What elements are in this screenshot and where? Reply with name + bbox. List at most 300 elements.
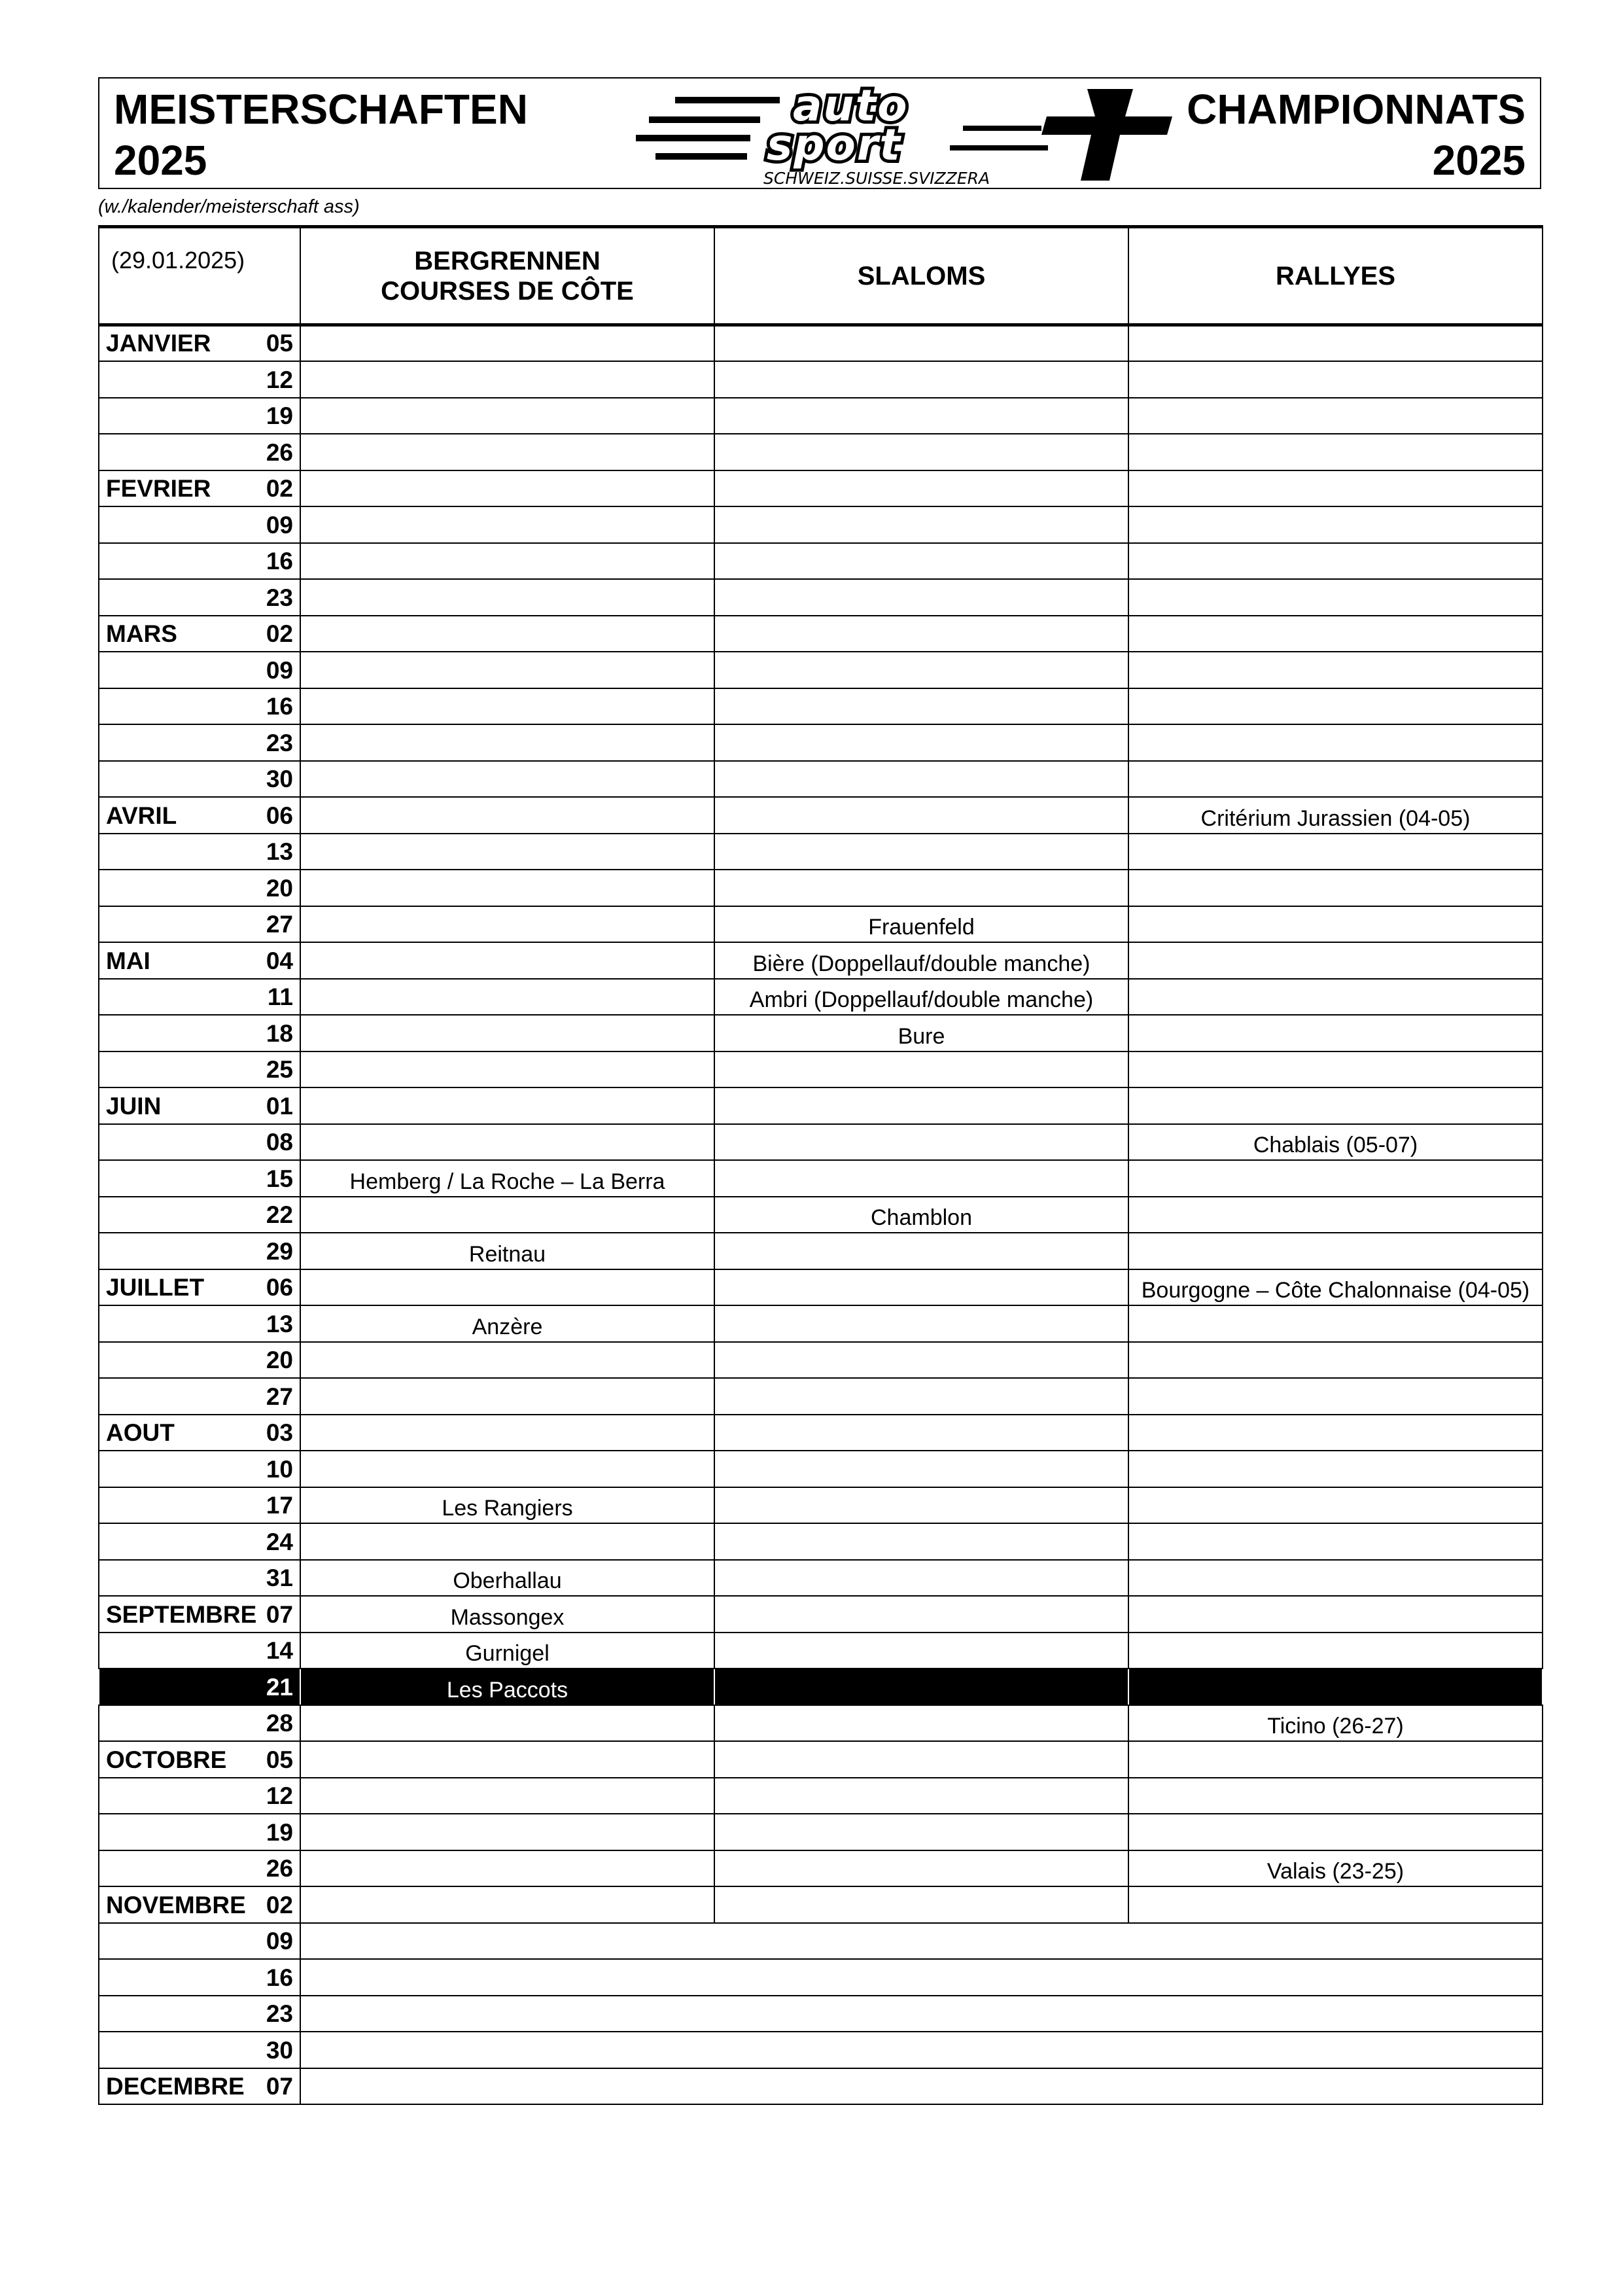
revision-date: (29.01.2025): [99, 227, 300, 325]
rally-event: [1128, 1523, 1543, 1560]
table-row: [99, 579, 1543, 616]
slalom-event: [714, 652, 1128, 688]
day-label: 13: [266, 1310, 293, 1337]
date-cell: [99, 1015, 300, 1051]
hillclimb-event: [300, 1415, 714, 1451]
day-label: 20: [266, 874, 293, 902]
slalom-event: [714, 1269, 1128, 1306]
date-cell: [99, 1705, 300, 1742]
table-row: [99, 1560, 1543, 1597]
rally-event: [1128, 1415, 1543, 1451]
column-header-hillclimb-de: BERGRENNEN: [414, 246, 601, 275]
date-cell: [99, 979, 300, 1016]
day-label: 16: [266, 1964, 293, 1991]
table-row: [99, 2032, 1543, 2068]
empty-merged-cell: [300, 2032, 1543, 2068]
day-label: 07: [266, 1600, 293, 1628]
hillclimb-event: [300, 1269, 714, 1306]
hillclimb-event: [300, 398, 714, 434]
date-cell: [99, 398, 300, 434]
rally-event: [1128, 361, 1543, 398]
hillclimb-event: [300, 797, 714, 834]
header-left-line2: 2025: [114, 137, 207, 184]
day-label: 09: [266, 656, 293, 684]
day-label: 01: [266, 1092, 293, 1120]
rally-event: Bourgogne – Côte Chalonnaise (04-05): [1128, 1269, 1543, 1306]
slalom-event: [714, 398, 1128, 434]
day-label: 02: [266, 475, 293, 502]
table-row: [99, 979, 1543, 1016]
rally-event: Chablais (05-07): [1128, 1124, 1543, 1161]
header-right-line1: CHAMPIONNATS: [1187, 86, 1526, 133]
date-cell: [99, 906, 300, 943]
header-left-title: [114, 84, 528, 186]
hillclimb-event: [300, 616, 714, 652]
date-cell: [99, 1959, 300, 1996]
date-cell: [99, 1669, 300, 1705]
date-cell: [99, 1051, 300, 1088]
month-label: JANVIER: [106, 330, 211, 357]
logo-word-auto: auto: [793, 82, 909, 131]
table-row: [99, 1633, 1543, 1669]
slalom-event: [714, 1305, 1128, 1342]
hillclimb-event: [300, 906, 714, 943]
day-label: 04: [266, 947, 293, 974]
day-label: 12: [266, 1782, 293, 1809]
table-row: [99, 1451, 1543, 1487]
slalom-event: [714, 1633, 1128, 1669]
date-cell: [99, 1633, 300, 1669]
month-label: MAI: [106, 947, 150, 974]
rally-event: [1128, 1342, 1543, 1379]
logo-tagline: SCHWEIZ.SUISSE.SVIZZERA: [763, 169, 990, 187]
header-left-line1: MEISTERSCHAFTEN: [114, 86, 528, 133]
header-right-title: [1187, 84, 1526, 186]
table-row: [99, 1814, 1543, 1850]
slalom-event: [714, 1051, 1128, 1088]
date-cell: [99, 870, 300, 906]
slalom-event: [714, 1378, 1128, 1415]
table-row: [99, 361, 1543, 398]
day-label: 15: [266, 1165, 293, 1192]
date-cell: [99, 1886, 300, 1923]
slalom-event: [714, 1814, 1128, 1850]
hillclimb-event: Reitnau: [300, 1233, 714, 1269]
table-row: [99, 1886, 1543, 1923]
empty-merged-cell: [300, 2068, 1543, 2105]
day-label: 20: [266, 1347, 293, 1373]
hillclimb-event: [300, 1124, 714, 1161]
slalom-event: [714, 1669, 1128, 1705]
rally-event: [1128, 724, 1543, 761]
day-label: 23: [266, 2000, 293, 2027]
hillclimb-event: [300, 652, 714, 688]
rally-event: [1128, 1487, 1543, 1524]
day-label: 19: [266, 1818, 293, 1846]
date-cell: [99, 797, 300, 834]
hillclimb-event: [300, 1523, 714, 1560]
rally-event: [1128, 434, 1543, 470]
rally-event: [1128, 543, 1543, 580]
table-row: [99, 1778, 1543, 1814]
day-label: 30: [266, 2036, 293, 2064]
day-label: 16: [266, 693, 293, 720]
day-label: 08: [266, 1129, 293, 1156]
table-row: [99, 761, 1543, 798]
table-row: [99, 1051, 1543, 1088]
empty-merged-cell: [300, 1923, 1543, 1960]
rally-event: Valais (23-25): [1128, 1850, 1543, 1887]
hillclimb-event: Oberhallau: [300, 1560, 714, 1597]
rally-event: [1128, 325, 1543, 362]
slalom-event: [714, 1233, 1128, 1269]
rally-event: [1128, 652, 1543, 688]
rally-event: [1128, 761, 1543, 798]
month-label: JUIN: [106, 1092, 162, 1120]
slalom-event: Bure: [714, 1015, 1128, 1051]
day-label: 19: [266, 402, 293, 429]
date-cell: [99, 579, 300, 616]
month-label: DECEMBRE: [106, 2073, 245, 2100]
table-row: [99, 1669, 1543, 1705]
slalom-event: [714, 1523, 1128, 1560]
rally-event: [1128, 979, 1543, 1016]
table-row: [99, 1596, 1543, 1633]
table-row: [99, 2068, 1543, 2105]
table-row: [99, 1342, 1543, 1379]
rally-event: [1128, 834, 1543, 870]
slalom-event: [714, 1451, 1128, 1487]
hillclimb-event: Gurnigel: [300, 1633, 714, 1669]
rally-event: [1128, 1051, 1543, 1088]
date-cell: [99, 1487, 300, 1524]
slalom-event: [714, 1596, 1128, 1633]
day-label: 18: [266, 1019, 293, 1047]
date-cell: [99, 616, 300, 652]
hillclimb-event: [300, 506, 714, 543]
date-cell: [99, 724, 300, 761]
logo-word-sport: sport: [767, 120, 901, 170]
date-cell: [99, 2068, 300, 2105]
day-label: 24: [266, 1528, 293, 1555]
day-label: 23: [266, 729, 293, 756]
slalom-event: [714, 579, 1128, 616]
slalom-event: [714, 325, 1128, 362]
day-label: 10: [266, 1455, 293, 1483]
table-row: [99, 1996, 1543, 2032]
slalom-event: [714, 761, 1128, 798]
table-row: [99, 616, 1543, 652]
hillclimb-event: [300, 434, 714, 470]
month-label: AOUT: [106, 1419, 175, 1446]
rally-event: [1128, 1305, 1543, 1342]
hillclimb-event: Les Rangiers: [300, 1487, 714, 1524]
column-header-hillclimb: [300, 227, 714, 325]
hillclimb-event: [300, 870, 714, 906]
month-label: JUILLET: [106, 1274, 205, 1301]
day-label: 26: [266, 1855, 293, 1882]
empty-merged-cell: [300, 1959, 1543, 1996]
table-row: [99, 1705, 1543, 1742]
slalom-event: [714, 470, 1128, 507]
rally-event: [1128, 688, 1543, 725]
hillclimb-event: Massongex: [300, 1596, 714, 1633]
hillclimb-event: Anzère: [300, 1305, 714, 1342]
table-row: [99, 1305, 1543, 1342]
table-row: [99, 906, 1543, 943]
day-label: 13: [266, 838, 293, 865]
date-cell: [99, 1523, 300, 1560]
table-row: [99, 834, 1543, 870]
hillclimb-event: [300, 1015, 714, 1051]
rally-event: [1128, 1560, 1543, 1597]
date-cell: [99, 470, 300, 507]
hillclimb-event: [300, 942, 714, 979]
day-label: 16: [266, 548, 293, 574]
day-label: 09: [266, 511, 293, 539]
auto-sport-logo: [636, 82, 1198, 187]
column-header-slaloms: SLALOMS: [714, 227, 1128, 325]
day-label: 06: [266, 1274, 293, 1301]
date-cell: [99, 834, 300, 870]
rally-event: [1128, 1451, 1543, 1487]
table-row: [99, 543, 1543, 580]
table-row: [99, 1233, 1543, 1269]
table-row: [99, 1850, 1543, 1887]
table-row: [99, 506, 1543, 543]
rally-event: [1128, 1669, 1543, 1705]
hillclimb-event: [300, 724, 714, 761]
rally-event: [1128, 579, 1543, 616]
slalom-event: [714, 506, 1128, 543]
hillclimb-event: [300, 1342, 714, 1379]
hillclimb-event: [300, 1378, 714, 1415]
hillclimb-event: [300, 543, 714, 580]
slalom-event: [714, 616, 1128, 652]
date-cell: [99, 2032, 300, 2068]
rally-event: [1128, 1233, 1543, 1269]
rally-event: [1128, 1197, 1543, 1233]
hillclimb-event: [300, 1705, 714, 1742]
hillclimb-event: Les Paccots: [300, 1669, 714, 1705]
table-row: [99, 325, 1543, 362]
table-row: [99, 1378, 1543, 1415]
date-cell: [99, 652, 300, 688]
table-row: [99, 1523, 1543, 1560]
table-row: [99, 797, 1543, 834]
day-label: 11: [267, 983, 293, 1010]
date-cell: [99, 1814, 300, 1850]
day-label: 27: [266, 1383, 293, 1410]
hillclimb-event: [300, 1886, 714, 1923]
slalom-event: [714, 434, 1128, 470]
day-label: 30: [266, 766, 293, 792]
rally-event: [1128, 942, 1543, 979]
rally-event: [1128, 506, 1543, 543]
date-cell: [99, 1233, 300, 1269]
date-cell: [99, 1741, 300, 1778]
hillclimb-event: [300, 1814, 714, 1850]
hillclimb-event: [300, 979, 714, 1016]
hillclimb-event: Hemberg / La Roche – La Berra: [300, 1160, 714, 1197]
day-label: 02: [266, 1891, 293, 1918]
table-row: [99, 1124, 1543, 1161]
hillclimb-event: [300, 1051, 714, 1088]
day-label: 28: [266, 1710, 293, 1737]
table-row: [99, 1923, 1543, 1960]
table-row: [99, 1741, 1543, 1778]
hillclimb-event: [300, 1451, 714, 1487]
date-cell: [99, 942, 300, 979]
table-row: [99, 398, 1543, 434]
date-cell: [99, 1269, 300, 1306]
date-cell: [99, 1087, 300, 1124]
slalom-event: [714, 1415, 1128, 1451]
rally-event: [1128, 870, 1543, 906]
date-cell: [99, 1378, 300, 1415]
empty-merged-cell: [300, 1996, 1543, 2032]
slalom-event: [714, 1160, 1128, 1197]
table-row: [99, 942, 1543, 979]
rally-event: Ticino (26-27): [1128, 1705, 1543, 1742]
rally-event: [1128, 1778, 1543, 1814]
rally-event: [1128, 1596, 1543, 1633]
day-label: 12: [266, 366, 293, 393]
table-row: [99, 434, 1543, 470]
slalom-event: [714, 1850, 1128, 1887]
month-label: AVRIL: [106, 802, 177, 829]
table-row: [99, 652, 1543, 688]
rally-event: [1128, 1378, 1543, 1415]
day-label: 09: [266, 1928, 293, 1954]
slalom-event: Chamblon: [714, 1197, 1128, 1233]
month-label: NOVEMBRE: [106, 1891, 246, 1918]
hillclimb-event: [300, 470, 714, 507]
date-cell: [99, 1197, 300, 1233]
table-header-row: [99, 227, 1543, 325]
rally-event: [1128, 1633, 1543, 1669]
day-label: 05: [266, 330, 293, 357]
slalom-event: [714, 870, 1128, 906]
date-cell: [99, 688, 300, 725]
day-label: 23: [266, 584, 293, 611]
table-row: [99, 870, 1543, 906]
page-header: [98, 77, 1541, 189]
date-cell: [99, 1415, 300, 1451]
date-cell: [99, 543, 300, 580]
day-label: 17: [266, 1492, 293, 1519]
date-cell: [99, 1342, 300, 1379]
day-label: 07: [266, 2073, 293, 2100]
day-label: 06: [266, 802, 293, 829]
rally-event: [1128, 1886, 1543, 1923]
date-cell: [99, 361, 300, 398]
slalom-event: Frauenfeld: [714, 906, 1128, 943]
date-cell: [99, 1305, 300, 1342]
hillclimb-event: [300, 1087, 714, 1124]
month-label: SEPTEMBRE: [106, 1600, 257, 1628]
rally-event: [1128, 616, 1543, 652]
hillclimb-event: [300, 1850, 714, 1887]
day-label: 22: [266, 1201, 293, 1228]
header-right-line2: 2025: [1432, 137, 1526, 184]
source-note: (w./kalender/meisterschaft ass): [98, 196, 360, 217]
month-label: OCTOBRE: [106, 1746, 227, 1773]
championship-calendar-table: [98, 225, 1543, 2105]
rally-event: [1128, 1741, 1543, 1778]
day-label: 05: [266, 1746, 293, 1773]
date-cell: [99, 1923, 300, 1960]
table-row: [99, 1269, 1543, 1306]
rally-event: [1128, 1160, 1543, 1197]
rally-event: [1128, 398, 1543, 434]
slalom-event: [714, 1124, 1128, 1161]
hillclimb-event: [300, 361, 714, 398]
date-cell: [99, 1560, 300, 1597]
column-header-rallyes: RALLYES: [1128, 227, 1543, 325]
table-row: [99, 724, 1543, 761]
date-cell: [99, 434, 300, 470]
slalom-event: Ambri (Doppellauf/double manche): [714, 979, 1128, 1016]
slalom-event: [714, 1342, 1128, 1379]
date-cell: [99, 761, 300, 798]
rally-event: [1128, 1087, 1543, 1124]
date-cell: [99, 1451, 300, 1487]
table-row: [99, 470, 1543, 507]
hillclimb-event: [300, 579, 714, 616]
hillclimb-event: [300, 1778, 714, 1814]
slalom-event: [714, 834, 1128, 870]
slalom-event: [714, 688, 1128, 725]
slalom-event: Bière (Doppellauf/double manche): [714, 942, 1128, 979]
slalom-event: [714, 1705, 1128, 1742]
hillclimb-event: [300, 1741, 714, 1778]
slalom-event: [714, 797, 1128, 834]
table-row: [99, 1959, 1543, 1996]
rally-event: Critérium Jurassien (04-05): [1128, 797, 1543, 834]
table-row: [99, 1160, 1543, 1197]
hillclimb-event: [300, 688, 714, 725]
date-cell: [99, 1778, 300, 1814]
slalom-event: [714, 1087, 1128, 1124]
month-label: MARS: [106, 620, 177, 647]
day-label: 14: [266, 1637, 293, 1664]
table-row: [99, 1415, 1543, 1451]
calendar-body: [99, 325, 1543, 2105]
slalom-event: [714, 724, 1128, 761]
column-header-hillclimb-fr: COURSES DE CÔTE: [381, 276, 634, 306]
hillclimb-event: [300, 761, 714, 798]
rally-event: [1128, 1015, 1543, 1051]
slalom-event: [714, 1487, 1128, 1524]
date-cell: [99, 1850, 300, 1887]
month-label: FEVRIER: [106, 475, 211, 502]
day-label: 31: [266, 1564, 293, 1591]
table-row: [99, 1197, 1543, 1233]
date-cell: [99, 1124, 300, 1161]
day-label: 26: [266, 438, 293, 466]
hillclimb-event: [300, 325, 714, 362]
day-label: 02: [266, 620, 293, 647]
day-label: 25: [266, 1056, 293, 1083]
slalom-event: [714, 543, 1128, 580]
day-label: 29: [266, 1237, 293, 1265]
date-cell: [99, 325, 300, 362]
slalom-event: [714, 1778, 1128, 1814]
slalom-event: [714, 361, 1128, 398]
slalom-event: [714, 1886, 1128, 1923]
hillclimb-event: [300, 834, 714, 870]
